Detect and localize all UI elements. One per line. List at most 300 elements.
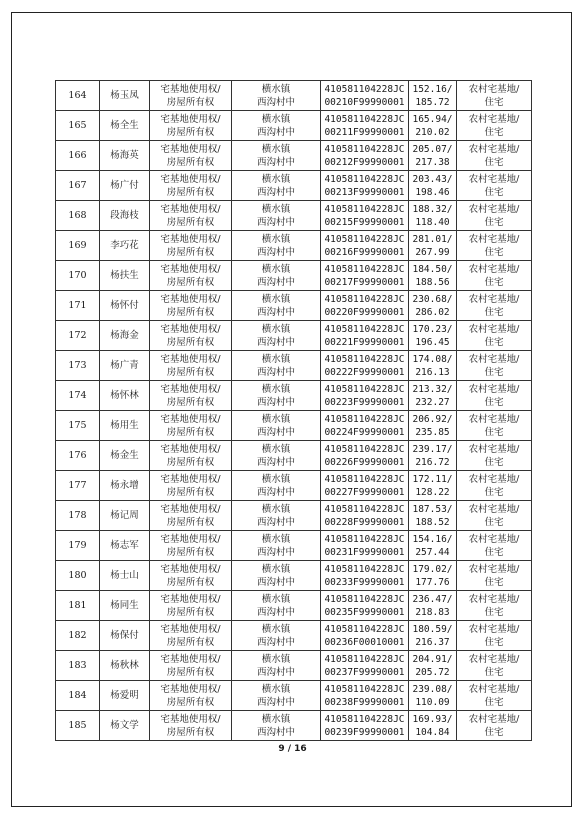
usage-cell [457,231,532,261]
location-cell-line: 西沟村中 [256,576,295,588]
right-type-cell-line: 宅基地使用权/ [160,623,221,635]
right-type-cell [150,531,232,561]
unit-code-cell-line: 410581104228JC [324,653,405,665]
right-type-cell [150,171,232,201]
unit-code-cell-line: 410581104228JC [324,563,405,575]
area-cell-line: 235.85 [415,426,450,438]
right-type-cell-line: 房屋所有权 [166,96,215,108]
unit-code-cell [321,321,409,351]
location-cell-line: 横水镇 [261,83,291,95]
right-type-cell-line: 宅基地使用权/ [160,113,221,125]
area-cell [409,261,457,291]
row-number-cell: 184 [56,681,100,711]
location-cell-line: 西沟村中 [256,366,295,378]
unit-code-cell-line: 00238F99990001 [324,696,405,708]
location-cell [232,591,321,621]
location-cell-line: 西沟村中 [256,246,295,258]
area-cell-line: 286.02 [415,306,450,318]
area-cell-line: 187.53/ [412,503,453,515]
area-cell-line: 206.92/ [412,413,453,425]
row-number-cell: 164 [56,81,100,111]
table-row [56,261,532,291]
unit-code-cell [321,711,409,741]
row-number-cell: 183 [56,651,100,681]
right-type-cell-line: 房屋所有权 [166,366,215,378]
usage-cell [457,111,532,141]
row-number-cell: 165 [56,111,100,141]
usage-cell-line: 农村宅基地/ [468,533,520,545]
usage-cell-line: 住宅 [484,96,504,108]
area-cell [409,441,457,471]
owner-name-cell: 杨同生 [100,591,150,621]
unit-code-cell-line: 410581104228JC [324,383,405,395]
area-cell [409,81,457,111]
location-cell [232,381,321,411]
usage-cell [457,531,532,561]
unit-code-cell-line: 410581104228JC [324,83,405,95]
location-cell [232,681,321,711]
location-cell [232,531,321,561]
unit-code-cell [321,261,409,291]
row-number-cell: 180 [56,561,100,591]
unit-code-cell-line: 410581104228JC [324,713,405,725]
area-cell [409,231,457,261]
area-cell-line: 257.44 [415,546,450,558]
usage-cell-line: 住宅 [484,516,504,528]
right-type-cell-line: 房屋所有权 [166,486,215,498]
right-type-cell-line: 宅基地使用权/ [160,323,221,335]
row-number-cell: 172 [56,321,100,351]
unit-code-cell-line: 410581104228JC [324,173,405,185]
table-row [56,621,532,651]
usage-cell-line: 住宅 [484,636,504,648]
owner-name-cell: 杨全生 [100,111,150,141]
row-number-cell: 181 [56,591,100,621]
area-cell-line: 216.13 [415,366,450,378]
right-type-cell [150,321,232,351]
location-cell-line: 西沟村中 [256,276,295,288]
row-number-cell: 173 [56,351,100,381]
area-cell-line: 188.32/ [412,203,453,215]
usage-cell-line: 住宅 [484,336,504,348]
location-cell-line: 西沟村中 [256,96,295,108]
unit-code-cell-line: 410581104228JC [324,503,405,515]
location-cell-line: 西沟村中 [256,126,295,138]
unit-code-cell-line: 00233F99990001 [324,576,405,588]
right-type-cell-line: 宅基地使用权/ [160,503,221,515]
area-cell-line: 179.02/ [412,563,453,575]
unit-code-cell-line: 00222F99990001 [324,366,405,378]
area-cell-line: 172.11/ [412,473,453,485]
unit-code-cell-line: 00228F99990001 [324,516,405,528]
right-type-cell [150,261,232,291]
owner-name-cell: 段海枝 [100,201,150,231]
table-row [56,381,532,411]
usage-cell-line: 住宅 [484,396,504,408]
area-cell [409,561,457,591]
usage-cell [457,681,532,711]
table-row [56,171,532,201]
location-cell-line: 横水镇 [261,293,291,305]
area-cell-line: 213.32/ [412,383,453,395]
right-type-cell-line: 房屋所有权 [166,186,215,198]
right-type-cell-line: 房屋所有权 [166,126,215,138]
location-cell-line: 横水镇 [261,203,291,215]
row-number-cell: 166 [56,141,100,171]
usage-cell [457,711,532,741]
unit-code-cell-line: 00231F99990001 [324,546,405,558]
row-number-cell: 177 [56,471,100,501]
right-type-cell-line: 房屋所有权 [166,426,215,438]
area-cell [409,381,457,411]
location-cell [232,651,321,681]
area-cell-line: 104.84 [415,726,450,738]
right-type-cell [150,441,232,471]
area-cell-line: 110.09 [415,696,450,708]
location-cell-line: 西沟村中 [256,306,295,318]
location-cell-line: 西沟村中 [256,186,295,198]
unit-code-cell-line: 00235F99990001 [324,606,405,618]
area-cell [409,321,457,351]
area-cell-line: 230.68/ [412,293,453,305]
usage-cell-line: 住宅 [484,456,504,468]
area-cell [409,291,457,321]
unit-code-cell-line: 410581104228JC [324,533,405,545]
usage-cell-line: 农村宅基地/ [468,113,520,125]
owner-name-cell: 杨海英 [100,141,150,171]
area-cell [409,411,457,441]
row-number-cell: 167 [56,171,100,201]
owner-name-cell: 杨志军 [100,531,150,561]
row-number-cell: 171 [56,291,100,321]
area-cell-line: 188.56 [415,276,450,288]
right-type-cell-line: 房屋所有权 [166,636,215,648]
row-number-cell: 178 [56,501,100,531]
location-cell-line: 西沟村中 [256,696,295,708]
usage-cell-line: 农村宅基地/ [468,263,520,275]
location-cell-line: 横水镇 [261,503,291,515]
unit-code-cell-line: 00220F99990001 [324,306,405,318]
unit-code-cell [321,621,409,651]
usage-cell-line: 住宅 [484,156,504,168]
usage-cell [457,591,532,621]
usage-cell-line: 住宅 [484,246,504,258]
area-cell-line: 184.50/ [412,263,453,275]
usage-cell [457,501,532,531]
location-cell-line: 西沟村中 [256,396,295,408]
usage-cell-line: 农村宅基地/ [468,143,520,155]
unit-code-cell-line: 410581104228JC [324,113,405,125]
usage-cell-line: 住宅 [484,276,504,288]
unit-code-cell [321,111,409,141]
area-cell-line: 281.01/ [412,233,453,245]
location-cell-line: 横水镇 [261,443,291,455]
area-cell [409,471,457,501]
area-cell [409,531,457,561]
owner-name-cell: 杨记周 [100,501,150,531]
area-cell-line: 232.27 [415,396,450,408]
location-cell-line: 横水镇 [261,713,291,725]
right-type-cell [150,711,232,741]
usage-cell-line: 农村宅基地/ [468,563,520,575]
owner-name-cell: 杨广付 [100,171,150,201]
usage-cell-line: 农村宅基地/ [468,503,520,515]
area-cell-line: 239.08/ [412,683,453,695]
usage-cell-line: 农村宅基地/ [468,233,520,245]
usage-cell-line: 住宅 [484,726,504,738]
right-type-cell-line: 房屋所有权 [166,336,215,348]
location-cell [232,171,321,201]
area-cell-line: 170.23/ [412,323,453,335]
table-row [56,111,532,141]
row-number-cell: 176 [56,441,100,471]
unit-code-cell [321,171,409,201]
location-cell-line: 横水镇 [261,263,291,275]
usage-cell [457,651,532,681]
area-cell-line: 216.37 [415,636,450,648]
area-cell-line: 185.72 [415,96,450,108]
right-type-cell-line: 宅基地使用权/ [160,533,221,545]
unit-code-cell [321,351,409,381]
right-type-cell-line: 房屋所有权 [166,396,215,408]
table-row [56,591,532,621]
row-number-cell: 179 [56,531,100,561]
area-cell-line: 203.43/ [412,173,453,185]
table-row [56,531,532,561]
unit-code-cell [321,561,409,591]
location-cell [232,411,321,441]
unit-code-cell-line: 410581104228JC [324,323,405,335]
location-cell [232,111,321,141]
right-type-cell-line: 宅基地使用权/ [160,203,221,215]
location-cell [232,291,321,321]
owner-name-cell: 杨永增 [100,471,150,501]
location-cell [232,231,321,261]
right-type-cell-line: 宅基地使用权/ [160,263,221,275]
area-cell-line: 188.52 [415,516,450,528]
area-cell [409,171,457,201]
usage-cell-line: 农村宅基地/ [468,593,520,605]
area-cell-line: 205.07/ [412,143,453,155]
unit-code-cell-line: 00221F99990001 [324,336,405,348]
table-row [56,291,532,321]
usage-cell-line: 住宅 [484,426,504,438]
unit-code-cell-line: 410581104228JC [324,203,405,215]
row-number-cell: 168 [56,201,100,231]
location-cell-line: 西沟村中 [256,216,295,228]
unit-code-cell-line: 00215F99990001 [324,216,405,228]
unit-code-cell [321,201,409,231]
records-table [55,80,532,741]
usage-cell [457,411,532,441]
right-type-cell [150,471,232,501]
location-cell-line: 横水镇 [261,323,291,335]
location-cell-line: 横水镇 [261,623,291,635]
usage-cell [457,381,532,411]
area-cell-line: 236.47/ [412,593,453,605]
right-type-cell-line: 宅基地使用权/ [160,713,221,725]
unit-code-cell [321,141,409,171]
right-type-cell-line: 房屋所有权 [166,456,215,468]
table-row [56,351,532,381]
row-number-cell: 174 [56,381,100,411]
location-cell [232,471,321,501]
area-cell [409,351,457,381]
area-cell-line: 165.94/ [412,113,453,125]
owner-name-cell: 杨爱明 [100,681,150,711]
unit-code-cell-line: 00213F99990001 [324,186,405,198]
location-cell [232,201,321,231]
usage-cell [457,321,532,351]
area-cell [409,141,457,171]
unit-code-cell [321,441,409,471]
location-cell-line: 横水镇 [261,653,291,665]
location-cell [232,321,321,351]
records-table-body [56,81,532,741]
right-type-cell-line: 宅基地使用权/ [160,353,221,365]
location-cell-line: 横水镇 [261,233,291,245]
right-type-cell [150,381,232,411]
unit-code-cell [321,81,409,111]
location-cell-line: 西沟村中 [256,156,295,168]
right-type-cell [150,591,232,621]
unit-code-cell-line: 00212F99990001 [324,156,405,168]
area-cell-line: 218.83 [415,606,450,618]
unit-code-cell [321,411,409,441]
location-cell-line: 西沟村中 [256,456,295,468]
right-type-cell-line: 房屋所有权 [166,516,215,528]
right-type-cell-line: 房屋所有权 [166,726,215,738]
usage-cell-line: 农村宅基地/ [468,713,520,725]
right-type-cell-line: 宅基地使用权/ [160,593,221,605]
area-cell-line: 210.02 [415,126,450,138]
location-cell [232,261,321,291]
usage-cell-line: 住宅 [484,126,504,138]
location-cell [232,441,321,471]
owner-name-cell: 杨金生 [100,441,150,471]
area-cell-line: 152.16/ [412,83,453,95]
location-cell-line: 西沟村中 [256,546,295,558]
table-row [56,321,532,351]
area-cell-line: 118.40 [415,216,450,228]
usage-cell-line: 住宅 [484,366,504,378]
area-cell [409,591,457,621]
owner-name-cell: 杨用生 [100,411,150,441]
row-number-cell: 182 [56,621,100,651]
location-cell-line: 横水镇 [261,593,291,605]
area-cell-line: 205.72 [415,666,450,678]
table-row [56,411,532,441]
usage-cell-line: 住宅 [484,546,504,558]
unit-code-cell-line: 410581104228JC [324,593,405,605]
usage-cell-line: 农村宅基地/ [468,173,520,185]
usage-cell [457,561,532,591]
usage-cell-line: 住宅 [484,606,504,618]
usage-cell-line: 农村宅基地/ [468,443,520,455]
right-type-cell [150,111,232,141]
unit-code-cell [321,381,409,411]
area-cell [409,711,457,741]
right-type-cell [150,81,232,111]
unit-code-cell [321,471,409,501]
owner-name-cell: 杨文学 [100,711,150,741]
right-type-cell-line: 房屋所有权 [166,216,215,228]
unit-code-cell [321,231,409,261]
right-type-cell [150,291,232,321]
owner-name-cell: 杨怀付 [100,291,150,321]
location-cell-line: 西沟村中 [256,516,295,528]
location-cell-line: 西沟村中 [256,666,295,678]
right-type-cell-line: 房屋所有权 [166,276,215,288]
unit-code-cell [321,531,409,561]
usage-cell-line: 农村宅基地/ [468,323,520,335]
location-cell-line: 横水镇 [261,113,291,125]
unit-code-cell [321,501,409,531]
unit-code-cell-line: 00239F99990001 [324,726,405,738]
row-number-cell: 175 [56,411,100,441]
area-cell-line: 198.46 [415,186,450,198]
unit-code-cell-line: 410581104228JC [324,263,405,275]
owner-name-cell: 杨扶生 [100,261,150,291]
location-cell-line: 横水镇 [261,413,291,425]
table-row [56,81,532,111]
area-cell-line: 216.72 [415,456,450,468]
right-type-cell [150,561,232,591]
unit-code-cell-line: 00216F99990001 [324,246,405,258]
unit-code-cell-line: 410581104228JC [324,683,405,695]
location-cell [232,351,321,381]
usage-cell [457,201,532,231]
table-row [56,651,532,681]
right-type-cell [150,651,232,681]
right-type-cell-line: 宅基地使用权/ [160,83,221,95]
usage-cell-line: 农村宅基地/ [468,653,520,665]
area-cell-line: 196.45 [415,336,450,348]
location-cell-line: 西沟村中 [256,636,295,648]
right-type-cell [150,411,232,441]
unit-code-cell-line: 00237F99990001 [324,666,405,678]
table-row [56,441,532,471]
right-type-cell-line: 宅基地使用权/ [160,683,221,695]
usage-cell [457,351,532,381]
unit-code-cell [321,681,409,711]
usage-cell-line: 住宅 [484,306,504,318]
right-type-cell [150,141,232,171]
owner-name-cell: 杨海金 [100,321,150,351]
right-type-cell-line: 房屋所有权 [166,546,215,558]
right-type-cell-line: 房屋所有权 [166,576,215,588]
area-cell [409,621,457,651]
unit-code-cell-line: 00210F99990001 [324,96,405,108]
right-type-cell [150,501,232,531]
usage-cell-line: 农村宅基地/ [468,203,520,215]
owner-name-cell: 杨秋林 [100,651,150,681]
area-cell-line: 204.91/ [412,653,453,665]
usage-cell-line: 农村宅基地/ [468,413,520,425]
right-type-cell-line: 房屋所有权 [166,666,215,678]
area-cell-line: 177.76 [415,576,450,588]
usage-cell-line: 住宅 [484,186,504,198]
usage-cell-line: 农村宅基地/ [468,83,520,95]
row-number-cell: 169 [56,231,100,261]
owner-name-cell: 杨玉凤 [100,81,150,111]
owner-name-cell: 杨广青 [100,351,150,381]
unit-code-cell-line: 410581104228JC [324,413,405,425]
unit-code-cell-line: 410581104228JC [324,233,405,245]
usage-cell [457,471,532,501]
location-cell [232,621,321,651]
area-cell-line: 267.99 [415,246,450,258]
